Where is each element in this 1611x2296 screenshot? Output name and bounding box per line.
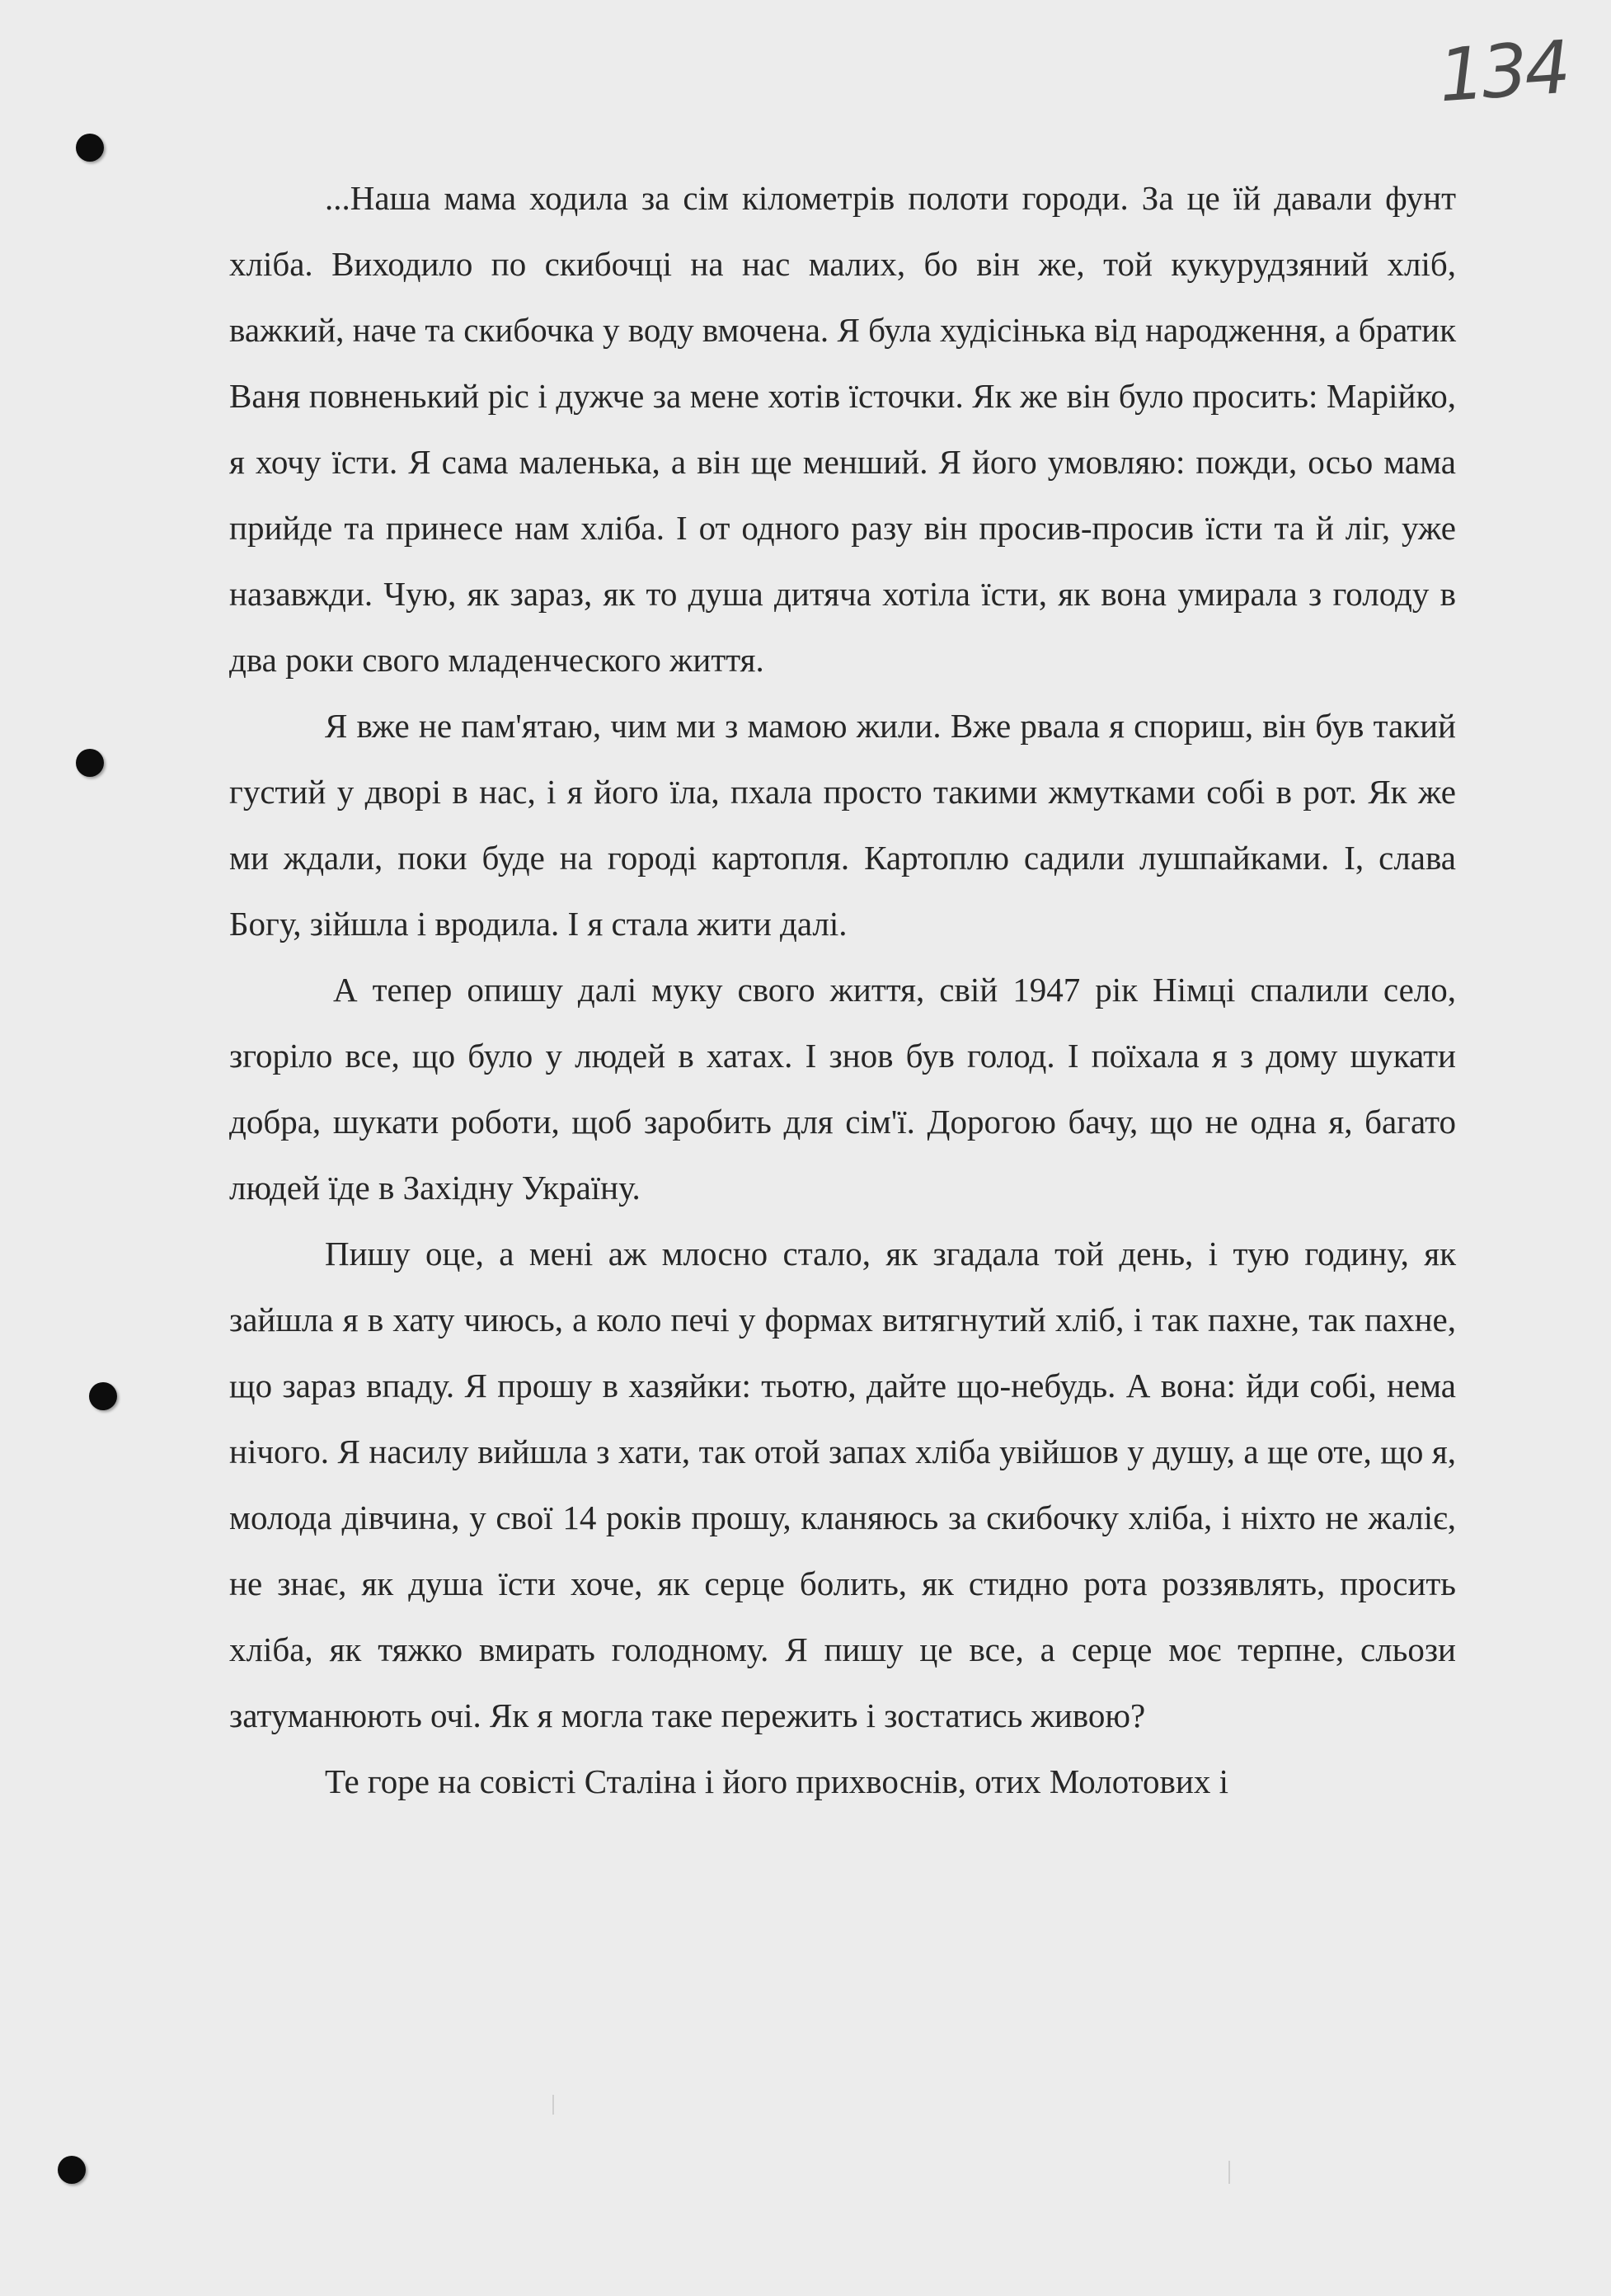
scan-artifact bbox=[1228, 2161, 1230, 2184]
punch-hole bbox=[76, 749, 104, 777]
punch-hole bbox=[89, 1382, 117, 1410]
body-text bbox=[229, 165, 1456, 1814]
punch-hole bbox=[58, 2156, 86, 2184]
paragraph: Пишу оце, а мені аж млосно стало, як згадала той день, і тую годину, як зайшла я в хату чиюсь, а коло печі у формах витягнутий хліб, і так пахне, так пахне, що зараз впаду. Я прошу в хазяйки: тьотю, дайте що-небудь. А вона: йди собі, нема нічого. Я насилу вийшла з хати, так отой запах хліба увійшов у душу, а ще оте, що я, молода дівчина, у свої 14 років прошу, кланяюсь за скибочку хліба, і ніхто не жаліє, не знає, як душа їсти хоче, як серце болить, як стидно рота роззявлять, просить хліба, як тяжко вмирать голодному. Я пишу це все, а серце моє терпне, сльози затуманюють очі. Як я могла таке пережить і зостатись живою? bbox=[229, 1235, 1456, 1734]
paragraph: ...Наша мама ходила за сім кілометрів полоти городи. За це їй давали фунт хліба. Виходило по скибочці на нас малих, бо він же, той кукурудзяний хліб, важкий, наче та скибочка у воду вмочена. Я була худісінька від народження, а братик Ваня повненький ріс і дужче за мене хотів їсточки. Як же він було просить: Марійко, я хочу їсти. Я сама маленька, а він ще менший. Я його умовляю: пожди, осьо мама прийде та принесе нам хліба. І от одного разу він просив-просив їсти та й ліг, уже назавжди. Чую, як зараз, як то душа дитяча хотіла їсти, як вона умирала з голоду в два роки свого младенческого життя. bbox=[229, 179, 1456, 679]
paragraph: А тепер опишу далі муку свого життя, свій 1947 рік Німці спалили село, згоріло все, що було у людей в хатах. І знов був голод. І поїхала я з дому шукати добра, шукати роботи, щоб заробить для сім'ї. Дорогою бачу, що не одна я, багато людей їде в Західну Україну. bbox=[229, 971, 1456, 1207]
paragraph: Те горе на совісті Сталіна і його прихвоснів, отих Молотових і bbox=[325, 1762, 1228, 1800]
scan-artifact bbox=[552, 2095, 554, 2115]
punch-hole bbox=[76, 134, 104, 162]
paragraph: Я вже не пам'ятаю, чим ми з мамою жили. Вже рвала я спориш, він був такий густий у дворі в нас, і я його їла, пхала просто такими жмутками собі в рот. Як же ми ждали, поки буде на городі картопля. Картоплю садили лушпайками. І, слава Богу, зійшла і вродила. І я стала жити далі. bbox=[229, 707, 1456, 943]
page-number: 134 bbox=[1435, 24, 1571, 119]
